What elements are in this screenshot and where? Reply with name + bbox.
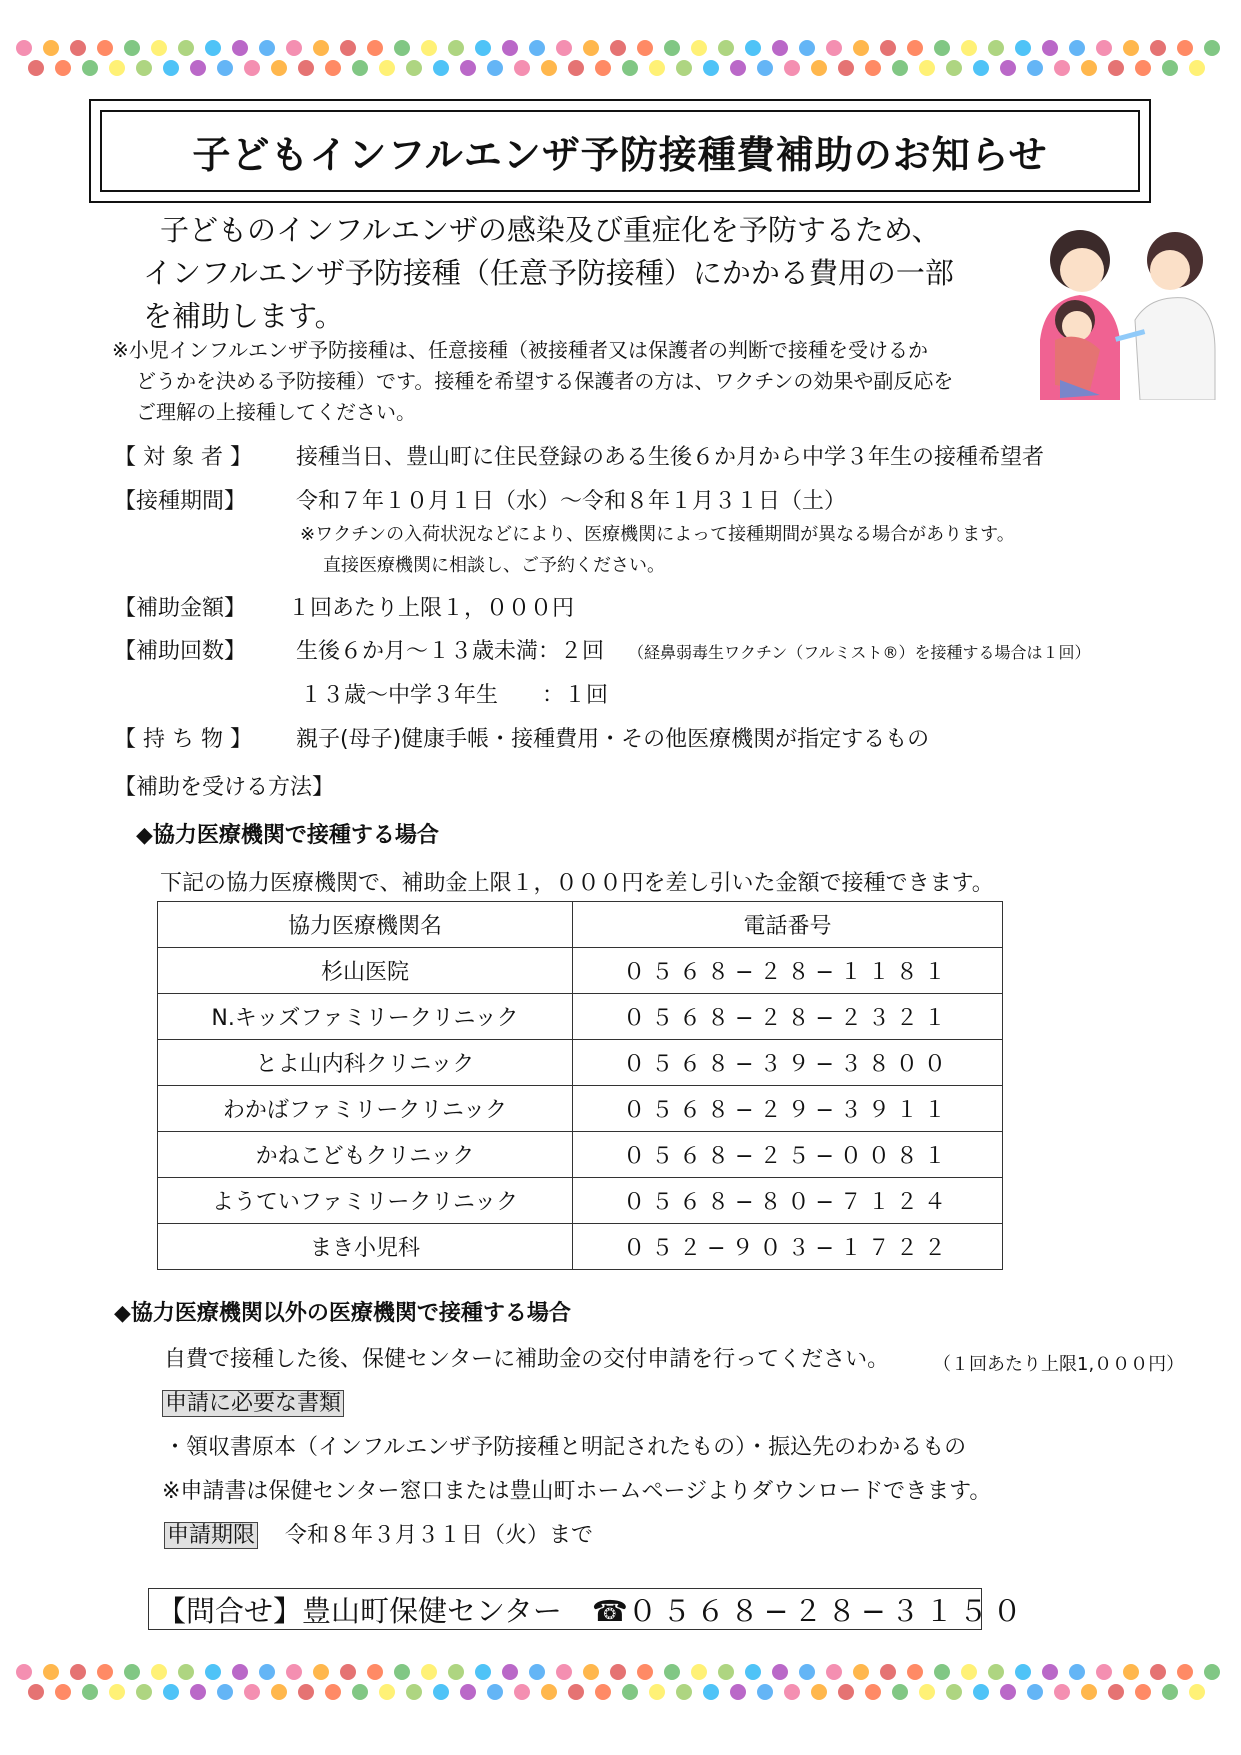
decorative-dot xyxy=(703,1684,719,1700)
amount-value: １回あたり上限１，０００円 xyxy=(288,596,575,621)
decorative-dot xyxy=(178,1664,194,1680)
decorative-dot xyxy=(961,1664,977,1680)
decorative-dot xyxy=(1081,60,1097,76)
decorative-dot xyxy=(475,1664,491,1680)
decorative-dot xyxy=(352,1684,368,1700)
decorative-dot xyxy=(406,1684,422,1700)
items-value: 親子(母子)健康手帳・接種費用・その他医療機関が指定するもの xyxy=(296,727,930,752)
decorative-dot xyxy=(232,40,248,56)
table-row xyxy=(158,1132,1003,1178)
decorative-dot xyxy=(487,60,503,76)
download-note: ※申請書は保健センター窓口または豊山町ホームページよりダウンロードできます。 xyxy=(162,1479,992,1504)
decorative-dot xyxy=(757,1684,773,1700)
decorative-dot xyxy=(244,1684,260,1700)
decorative-dot xyxy=(784,1684,800,1700)
decorative-dot xyxy=(217,60,233,76)
decorative-dot xyxy=(730,60,746,76)
decorative-dot xyxy=(163,1684,179,1700)
note-line-1: ※小児インフルエンザ予防接種は、任意接種（被接種者又は保護者の判断で接種を受けるか xyxy=(112,338,928,362)
decorative-dot xyxy=(340,40,356,56)
decorative-dot xyxy=(745,1664,761,1680)
decorative-dot xyxy=(232,1664,248,1680)
decorative-dot xyxy=(757,60,773,76)
clinic-phone: ０５６８−２８−１１８１ xyxy=(573,948,1003,994)
decorative-dot xyxy=(124,1664,140,1680)
decorative-dot xyxy=(1096,1664,1112,1680)
header-phone: 電話番号 xyxy=(573,902,1003,948)
decorative-dot xyxy=(1015,40,1031,56)
decorative-dot xyxy=(28,1684,44,1700)
decorative-dot xyxy=(1177,1664,1193,1680)
decorative-dot xyxy=(43,1664,59,1680)
dot-border-top xyxy=(0,36,1241,80)
decorative-dot xyxy=(541,1684,557,1700)
decorative-dot xyxy=(97,1664,113,1680)
case1-heading: ◆協力医療機関で接種する場合 xyxy=(136,823,439,848)
decorative-dot xyxy=(622,60,638,76)
decorative-dot xyxy=(205,1664,221,1680)
decorative-dot xyxy=(865,60,881,76)
decorative-dot xyxy=(136,60,152,76)
decorative-dot xyxy=(1042,40,1058,56)
period-value: 令和７年１０月１日（水）～令和８年１月３１日（土） xyxy=(296,489,847,514)
target-label: 【 対 象 者 】 xyxy=(114,445,252,470)
docs-value: ・領収書原本（インフルエンザ予防接種と明記されたもの）・振込先のわかるもの xyxy=(164,1435,967,1460)
decorative-dot xyxy=(70,1664,86,1680)
decorative-dot xyxy=(136,1684,152,1700)
note-line-3: ご理解の上接種してください。 xyxy=(136,400,416,424)
decorative-dot xyxy=(1042,1664,1058,1680)
decorative-dot xyxy=(313,1664,329,1680)
dot-border-bottom xyxy=(0,1660,1241,1704)
decorative-dot xyxy=(838,60,854,76)
clinic-name: まき小児科 xyxy=(158,1224,573,1270)
deadline-value: 令和８年３月３１日（火）まで xyxy=(285,1523,594,1548)
decorative-dot xyxy=(70,40,86,56)
contact-label: 【問合せ】豊山町保健センター xyxy=(157,1593,562,1628)
decorative-dot xyxy=(1000,60,1016,76)
decorative-dot xyxy=(772,1664,788,1680)
decorative-dot xyxy=(43,40,59,56)
decorative-dot xyxy=(1150,1664,1166,1680)
decorative-dot xyxy=(811,60,827,76)
decorative-dot xyxy=(421,40,437,56)
decorative-dot xyxy=(745,40,761,56)
decorative-dot xyxy=(973,60,989,76)
decorative-dot xyxy=(55,60,71,76)
decorative-dot xyxy=(718,1664,734,1680)
decorative-dot xyxy=(514,60,530,76)
decorative-dot xyxy=(691,40,707,56)
intro-line-2: インフルエンザ予防接種（任意予防接種）にかかる費用の一部 xyxy=(143,256,954,290)
amount-label: 【補助金額】 xyxy=(114,596,247,621)
clinic-phone: ０５６８−２５−００８１ xyxy=(573,1132,1003,1178)
decorative-dot xyxy=(664,1664,680,1680)
decorative-dot xyxy=(934,40,950,56)
docs-label: 申請に必要な書類 xyxy=(162,1390,344,1417)
decorative-dot xyxy=(772,40,788,56)
decorative-dot xyxy=(109,60,125,76)
decorative-dot xyxy=(325,1684,341,1700)
decorative-dot xyxy=(799,40,815,56)
decorative-dot xyxy=(799,1664,815,1680)
decorative-dot xyxy=(1135,60,1151,76)
table-header-row xyxy=(158,902,1003,948)
decorative-dot xyxy=(784,60,800,76)
decorative-dot xyxy=(637,40,653,56)
decorative-dot xyxy=(622,1684,638,1700)
decorative-dot xyxy=(1069,1664,1085,1680)
decorative-dot xyxy=(82,60,98,76)
table-row xyxy=(158,1224,1003,1270)
decorative-dot xyxy=(460,60,476,76)
decorative-dot xyxy=(487,1684,503,1700)
decorative-dot xyxy=(271,60,287,76)
decorative-dot xyxy=(865,1684,881,1700)
vaccination-illustration xyxy=(1020,220,1220,400)
decorative-dot xyxy=(448,40,464,56)
decorative-dot xyxy=(811,1684,827,1700)
decorative-dot xyxy=(826,40,842,56)
decorative-dot xyxy=(433,1684,449,1700)
decorative-dot xyxy=(367,40,383,56)
decorative-dot xyxy=(298,60,314,76)
decorative-dot xyxy=(151,40,167,56)
decorative-dot xyxy=(610,1664,626,1680)
decorative-dot xyxy=(988,1664,1004,1680)
title-frame xyxy=(89,99,1151,203)
decorative-dot xyxy=(718,40,734,56)
period-note-1: ※ワクチンの入荷状況などにより、医療機関によって接種期間が異なる場合があります。 xyxy=(300,524,1015,545)
decorative-dot xyxy=(151,1664,167,1680)
decorative-dot xyxy=(16,1664,32,1680)
decorative-dot xyxy=(124,40,140,56)
decorative-dot xyxy=(649,1684,665,1700)
decorative-dot xyxy=(502,40,518,56)
table-row xyxy=(158,1040,1003,1086)
decorative-dot xyxy=(676,1684,692,1700)
decorative-dot xyxy=(1204,1664,1220,1680)
case2-heading: ◆協力医療機関以外の医療機関で接種する場合 xyxy=(114,1301,571,1326)
decorative-dot xyxy=(556,40,572,56)
decorative-dot xyxy=(730,1684,746,1700)
decorative-dot xyxy=(1081,1684,1097,1700)
decorative-dot xyxy=(394,1664,410,1680)
decorative-dot xyxy=(610,40,626,56)
decorative-dot xyxy=(205,40,221,56)
decorative-dot xyxy=(28,60,44,76)
decorative-dot xyxy=(595,1684,611,1700)
clinic-phone: ０５６８−２９−３９１１ xyxy=(573,1086,1003,1132)
decorative-dot xyxy=(16,40,32,56)
decorative-dot xyxy=(1189,1684,1205,1700)
decorative-dot xyxy=(367,1664,383,1680)
period-label: 【接種期間】 xyxy=(114,489,247,514)
clinic-phone: ０５６８−３９−３８００ xyxy=(573,1040,1003,1086)
decorative-dot xyxy=(691,1664,707,1680)
decorative-dot xyxy=(475,40,491,56)
decorative-dot xyxy=(664,40,680,56)
decorative-dot xyxy=(448,1664,464,1680)
decorative-dot xyxy=(1108,1684,1124,1700)
decorative-dot xyxy=(892,1684,908,1700)
decorative-dot xyxy=(934,1664,950,1680)
case2-description: 自費で接種した後、保健センターに補助金の交付申請を行ってください。 xyxy=(164,1347,890,1372)
decorative-dot xyxy=(406,60,422,76)
decorative-dot xyxy=(838,1684,854,1700)
decorative-dot xyxy=(703,60,719,76)
decorative-dot xyxy=(919,1684,935,1700)
decorative-dot xyxy=(1162,1684,1178,1700)
decorative-dot xyxy=(853,1664,869,1680)
decorative-dot xyxy=(568,60,584,76)
header-clinic-name: 協力医療機関名 xyxy=(158,902,573,948)
note-line-2: どうかを決める予防接種）です。接種を希望する保護者の方は、ワクチンの効果や副反応を xyxy=(136,369,954,393)
decorative-dot xyxy=(379,1684,395,1700)
decorative-dot xyxy=(1177,40,1193,56)
decorative-dot xyxy=(676,60,692,76)
decorative-dot xyxy=(217,1684,233,1700)
decorative-dot xyxy=(298,1684,314,1700)
clinic-table xyxy=(157,901,1003,1270)
decorative-dot xyxy=(514,1684,530,1700)
decorative-dot xyxy=(109,1684,125,1700)
decorative-dot xyxy=(1123,40,1139,56)
decorative-dot xyxy=(892,60,908,76)
period-note-2: 直接医療機関に相談し、ご予約ください。 xyxy=(323,555,665,576)
count-value-1: 生後６か月～１３歳未満：２回 xyxy=(296,639,605,664)
count-value-1-note: （経鼻弱毒生ワクチン（フルミスト®）を接種する場合は１回） xyxy=(628,643,1091,662)
decorative-dot xyxy=(460,1684,476,1700)
decorative-dot xyxy=(529,40,545,56)
clinic-name: 杉山医院 xyxy=(158,948,573,994)
decorative-dot xyxy=(946,60,962,76)
clinic-phone: ０５６８−８０−７１２４ xyxy=(573,1178,1003,1224)
count-label: 【補助回数】 xyxy=(114,639,247,664)
decorative-dot xyxy=(583,1664,599,1680)
decorative-dot xyxy=(271,1684,287,1700)
table-row xyxy=(158,994,1003,1040)
intro-line-3: を補助します。 xyxy=(143,299,344,333)
decorative-dot xyxy=(880,1664,896,1680)
decorative-dot xyxy=(163,60,179,76)
decorative-dot xyxy=(595,60,611,76)
decorative-dot xyxy=(97,40,113,56)
table-row xyxy=(158,948,1003,994)
decorative-dot xyxy=(1162,60,1178,76)
decorative-dot xyxy=(907,40,923,56)
decorative-dot xyxy=(880,40,896,56)
decorative-dot xyxy=(1054,1684,1070,1700)
decorative-dot xyxy=(973,1684,989,1700)
decorative-dot xyxy=(190,1684,206,1700)
decorative-dot xyxy=(1189,60,1205,76)
decorative-dot xyxy=(190,60,206,76)
decorative-dot xyxy=(1204,40,1220,56)
docs-label-wrap xyxy=(162,1386,344,1417)
decorative-dot xyxy=(568,1684,584,1700)
intro-line-1: 子どものインフルエンザの感染及び重症化を予防するため、 xyxy=(160,213,941,247)
decorative-dot xyxy=(826,1664,842,1680)
contact-box xyxy=(148,1588,1027,1630)
method-heading: 【補助を受ける方法】 xyxy=(114,775,335,800)
items-label: 【 持 ち 物 】 xyxy=(114,727,252,752)
decorative-dot xyxy=(379,60,395,76)
decorative-dot xyxy=(1015,1664,1031,1680)
case2-description-note: （１回あたり上限1,０００円） xyxy=(933,1354,1185,1375)
decorative-dot xyxy=(286,1664,302,1680)
page-title: 子どもインフルエンザ予防接種費補助のお知らせ xyxy=(100,110,1140,192)
decorative-dot xyxy=(988,40,1004,56)
decorative-dot xyxy=(541,60,557,76)
decorative-dot xyxy=(1069,40,1085,56)
decorative-dot xyxy=(259,40,275,56)
decorative-dot xyxy=(1027,60,1043,76)
deadline-label: 申請期限 xyxy=(164,1522,258,1549)
case1-description: 下記の協力医療機関で、補助金上限１，０００円を差し引いた金額で接種できます。 xyxy=(160,871,994,896)
decorative-dot xyxy=(394,40,410,56)
contact-phone-wrap xyxy=(592,1589,1027,1630)
table-row xyxy=(158,1086,1003,1132)
decorative-dot xyxy=(421,1664,437,1680)
decorative-dot xyxy=(919,60,935,76)
decorative-dot xyxy=(1096,40,1112,56)
contact-phone: ０５６８−２８−３１５０ xyxy=(627,1593,1027,1628)
decorative-dot xyxy=(340,1664,356,1680)
clinic-name: かねこどもクリニック xyxy=(158,1132,573,1178)
decorative-dot xyxy=(178,40,194,56)
decorative-dot xyxy=(1054,60,1070,76)
decorative-dot xyxy=(637,1664,653,1680)
decorative-dot xyxy=(244,60,260,76)
decorative-dot xyxy=(325,60,341,76)
clinic-name: とよ山内科クリニック xyxy=(158,1040,573,1086)
clinic-phone: ０５６８−２８−２３２１ xyxy=(573,994,1003,1040)
decorative-dot xyxy=(1135,1684,1151,1700)
decorative-dot xyxy=(502,1664,518,1680)
table-row xyxy=(158,1178,1003,1224)
decorative-dot xyxy=(649,60,665,76)
clinic-name: ようていファミリークリニック xyxy=(158,1178,573,1224)
decorative-dot xyxy=(352,60,368,76)
decorative-dot xyxy=(1123,1664,1139,1680)
decorative-dot xyxy=(433,60,449,76)
decorative-dot xyxy=(1000,1684,1016,1700)
target-value: 接種当日、豊山町に住民登録のある生後６か月から中学３年生の接種希望者 xyxy=(296,445,1045,470)
decorative-dot xyxy=(313,40,329,56)
decorative-dot xyxy=(529,1664,545,1680)
phone-icon: ☎ xyxy=(591,1593,628,1628)
deadline-row xyxy=(164,1518,593,1549)
decorative-dot xyxy=(286,40,302,56)
decorative-dot xyxy=(853,40,869,56)
clinic-phone: ０５２−９０３−１７２２ xyxy=(573,1224,1003,1270)
decorative-dot xyxy=(583,40,599,56)
decorative-dot xyxy=(946,1684,962,1700)
decorative-dot xyxy=(1150,40,1166,56)
clinic-name: わかばファミリークリニック xyxy=(158,1086,573,1132)
decorative-dot xyxy=(259,1664,275,1680)
decorative-dot xyxy=(1027,1684,1043,1700)
decorative-dot xyxy=(82,1684,98,1700)
decorative-dot xyxy=(907,1664,923,1680)
decorative-dot xyxy=(1108,60,1124,76)
decorative-dot xyxy=(55,1684,71,1700)
count-value-2: １３歳～中学３年生 ：１回 xyxy=(300,683,609,708)
decorative-dot xyxy=(556,1664,572,1680)
clinic-name: N.キッズファミリークリニック xyxy=(158,994,573,1040)
decorative-dot xyxy=(961,40,977,56)
